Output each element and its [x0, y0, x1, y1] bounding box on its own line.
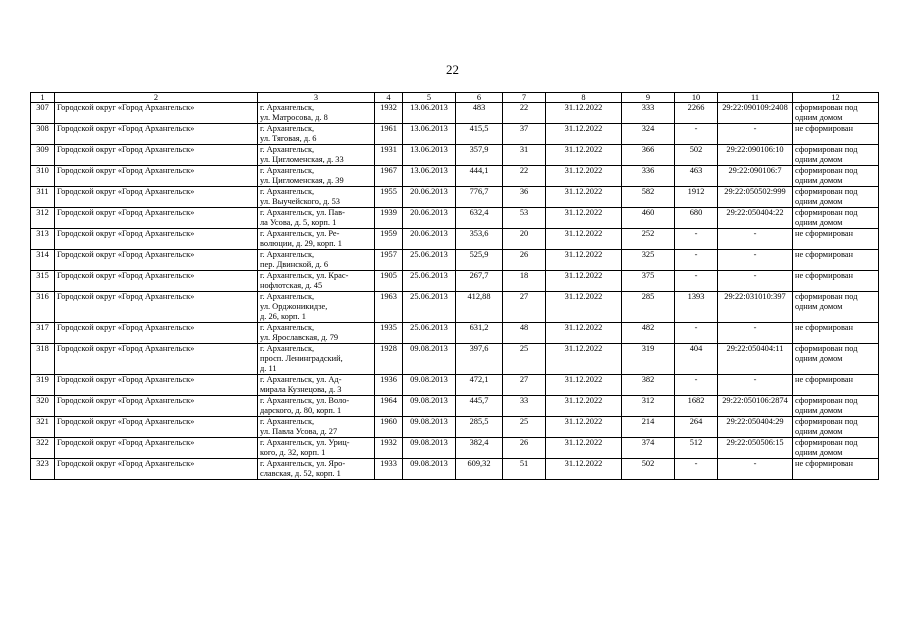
address-cell: г. Архангельск, ул. Матросова, д. 8	[258, 103, 375, 124]
row-number-cell: 312	[31, 208, 55, 229]
column-number: 9	[622, 93, 675, 103]
residents-cell: 27	[503, 292, 546, 323]
table-row	[31, 103, 879, 124]
year-built-cell: 1928	[375, 344, 403, 375]
year-built-cell: 1959	[375, 229, 403, 250]
recognition-date-cell: 25.06.2013	[403, 250, 456, 271]
value-cell: 336	[622, 166, 675, 187]
row-number-cell: 316	[31, 292, 55, 323]
column-number: 1	[31, 93, 55, 103]
address-cell: г. Архангельск, просп. Ленинградский, д. 11	[258, 344, 375, 375]
residents-cell: 53	[503, 208, 546, 229]
table-row	[31, 250, 879, 271]
land-status-cell: не сформирован	[793, 124, 879, 145]
area-cell: 632,4	[456, 208, 503, 229]
address-cell: г. Архангельск, ул. Ре- волюции, д. 29, корп. 1	[258, 229, 375, 250]
land-status-cell: сформирован под одним домом	[793, 417, 879, 438]
land-area-cell: -	[675, 250, 718, 271]
row-number-cell: 308	[31, 124, 55, 145]
value-cell: 312	[622, 396, 675, 417]
column-number: 5	[403, 93, 456, 103]
row-number-cell: 318	[31, 344, 55, 375]
recognition-date-cell: 25.06.2013	[403, 271, 456, 292]
area-cell: 357,9	[456, 145, 503, 166]
cadastral-number-cell: 29:22:031010:397	[718, 292, 793, 323]
column-number: 12	[793, 93, 879, 103]
table-row	[31, 323, 879, 344]
value-cell: 375	[622, 271, 675, 292]
area-cell: 609,32	[456, 459, 503, 480]
row-number-cell: 320	[31, 396, 55, 417]
land-status-cell: сформирован под одним домом	[793, 166, 879, 187]
cadastral-number-cell: 29:22:050506:15	[718, 438, 793, 459]
cadastral-number-cell: 29:22:090109:2408	[718, 103, 793, 124]
resettlement-deadline-cell: 31.12.2022	[546, 396, 622, 417]
municipality-cell: Городской округ «Город Архангельск»	[55, 187, 258, 208]
resettlement-deadline-cell: 31.12.2022	[546, 103, 622, 124]
cadastral-number-cell: 29:22:090106:7	[718, 166, 793, 187]
resettlement-deadline-cell: 31.12.2022	[546, 459, 622, 480]
municipality-cell: Городской округ «Город Архангельск»	[55, 323, 258, 344]
land-area-cell: -	[675, 323, 718, 344]
residents-cell: 20	[503, 229, 546, 250]
municipality-cell: Городской округ «Город Архангельск»	[55, 271, 258, 292]
area-cell: 285,5	[456, 417, 503, 438]
land-area-cell: 680	[675, 208, 718, 229]
value-cell: 366	[622, 145, 675, 166]
municipality-cell: Городской округ «Город Архангельск»	[55, 375, 258, 396]
land-area-cell: 404	[675, 344, 718, 375]
land-area-cell: -	[675, 459, 718, 480]
cadastral-number-cell: -	[718, 375, 793, 396]
address-cell: г. Архангельск, ул. Яро- славская, д. 52, корп. 1	[258, 459, 375, 480]
land-area-cell: 502	[675, 145, 718, 166]
land-status-cell: не сформирован	[793, 459, 879, 480]
area-cell: 631,2	[456, 323, 503, 344]
area-cell: 397,6	[456, 344, 503, 375]
residents-cell: 51	[503, 459, 546, 480]
residents-cell: 22	[503, 166, 546, 187]
value-cell: 252	[622, 229, 675, 250]
land-area-cell: 1912	[675, 187, 718, 208]
table-row	[31, 438, 879, 459]
land-status-cell: сформирован под одним домом	[793, 208, 879, 229]
cadastral-number-cell: -	[718, 459, 793, 480]
land-status-cell: сформирован под одним домом	[793, 396, 879, 417]
row-number-cell: 319	[31, 375, 55, 396]
table-row	[31, 396, 879, 417]
recognition-date-cell: 13.06.2013	[403, 103, 456, 124]
year-built-cell: 1932	[375, 438, 403, 459]
value-cell: 214	[622, 417, 675, 438]
year-built-cell: 1935	[375, 323, 403, 344]
value-cell: 285	[622, 292, 675, 323]
year-built-cell: 1964	[375, 396, 403, 417]
year-built-cell: 1967	[375, 166, 403, 187]
residents-cell: 27	[503, 375, 546, 396]
recognition-date-cell: 20.06.2013	[403, 229, 456, 250]
area-cell: 353,6	[456, 229, 503, 250]
land-status-cell: сформирован под одним домом	[793, 292, 879, 323]
address-cell: г. Архангельск, ул. Цигломенская, д. 33	[258, 145, 375, 166]
municipality-cell: Городской округ «Город Архангельск»	[55, 166, 258, 187]
land-status-cell: сформирован под одним домом	[793, 438, 879, 459]
address-cell: г. Архангельск, ул. Павла Усова, д. 27	[258, 417, 375, 438]
area-cell: 472,1	[456, 375, 503, 396]
resettlement-deadline-cell: 31.12.2022	[546, 323, 622, 344]
residents-cell: 36	[503, 187, 546, 208]
residents-cell: 33	[503, 396, 546, 417]
table-row	[31, 166, 879, 187]
row-number-cell: 321	[31, 417, 55, 438]
resettlement-deadline-cell: 31.12.2022	[546, 208, 622, 229]
land-status-cell: не сформирован	[793, 271, 879, 292]
recognition-date-cell: 25.06.2013	[403, 292, 456, 323]
recognition-date-cell: 13.06.2013	[403, 145, 456, 166]
year-built-cell: 1932	[375, 103, 403, 124]
cadastral-number-cell: 29:22:050404:22	[718, 208, 793, 229]
year-built-cell: 1963	[375, 292, 403, 323]
land-status-cell: не сформирован	[793, 250, 879, 271]
resettlement-deadline-cell: 31.12.2022	[546, 292, 622, 323]
address-cell: г. Архангельск, ул. Орджоникидзе, д. 26, корп. 1	[258, 292, 375, 323]
cadastral-number-cell: 29:22:050404:29	[718, 417, 793, 438]
land-status-cell: сформирован под одним домом	[793, 103, 879, 124]
column-number: 10	[675, 93, 718, 103]
resettlement-deadline-cell: 31.12.2022	[546, 166, 622, 187]
row-number-cell: 314	[31, 250, 55, 271]
row-number-cell: 309	[31, 145, 55, 166]
column-number: 2	[55, 93, 258, 103]
recognition-date-cell: 09.08.2013	[403, 459, 456, 480]
table-row	[31, 344, 879, 375]
cadastral-number-cell: -	[718, 271, 793, 292]
cadastral-number-cell: 29:22:050106:2874	[718, 396, 793, 417]
recognition-date-cell: 09.08.2013	[403, 344, 456, 375]
recognition-date-cell: 13.06.2013	[403, 124, 456, 145]
resettlement-deadline-cell: 31.12.2022	[546, 417, 622, 438]
area-cell: 483	[456, 103, 503, 124]
land-status-cell: не сформирован	[793, 323, 879, 344]
recognition-date-cell: 20.06.2013	[403, 208, 456, 229]
municipality-cell: Городской округ «Город Архангельск»	[55, 459, 258, 480]
municipality-cell: Городской округ «Город Архангельск»	[55, 396, 258, 417]
year-built-cell: 1933	[375, 459, 403, 480]
cadastral-number-cell: -	[718, 229, 793, 250]
land-status-cell: сформирован под одним домом	[793, 187, 879, 208]
resettlement-deadline-cell: 31.12.2022	[546, 344, 622, 375]
resettlement-deadline-cell: 31.12.2022	[546, 187, 622, 208]
cadastral-number-cell: -	[718, 323, 793, 344]
area-cell: 382,4	[456, 438, 503, 459]
table-row	[31, 124, 879, 145]
address-cell: г. Архангельск, ул. Выучейского, д. 53	[258, 187, 375, 208]
year-built-cell: 1905	[375, 271, 403, 292]
column-number: 11	[718, 93, 793, 103]
municipality-cell: Городской округ «Город Архангельск»	[55, 208, 258, 229]
recognition-date-cell: 25.06.2013	[403, 323, 456, 344]
address-cell: г. Архангельск, ул. Уриц- кого, д. 32, корп. 1	[258, 438, 375, 459]
land-status-cell: не сформирован	[793, 229, 879, 250]
address-cell: г. Архангельск, ул. Ад- мирала Кузнецова, д. 3	[258, 375, 375, 396]
residents-cell: 22	[503, 103, 546, 124]
year-built-cell: 1939	[375, 208, 403, 229]
table-row	[31, 187, 879, 208]
land-status-cell: не сформирован	[793, 375, 879, 396]
cadastral-number-cell: -	[718, 250, 793, 271]
land-area-cell: 463	[675, 166, 718, 187]
table-row	[31, 229, 879, 250]
resettlement-deadline-cell: 31.12.2022	[546, 375, 622, 396]
resettlement-deadline-cell: 31.12.2022	[546, 250, 622, 271]
municipality-cell: Городской округ «Город Архангельск»	[55, 229, 258, 250]
area-cell: 412,88	[456, 292, 503, 323]
value-cell: 374	[622, 438, 675, 459]
municipality-cell: Городской округ «Город Архангельск»	[55, 438, 258, 459]
land-area-cell: -	[675, 229, 718, 250]
address-cell: г. Архангельск, ул. Воло- дарского, д. 80, корп. 1	[258, 396, 375, 417]
row-number-cell: 311	[31, 187, 55, 208]
land-area-cell: -	[675, 124, 718, 145]
land-area-cell: -	[675, 375, 718, 396]
value-cell: 482	[622, 323, 675, 344]
row-number-cell: 322	[31, 438, 55, 459]
resettlement-deadline-cell: 31.12.2022	[546, 124, 622, 145]
year-built-cell: 1961	[375, 124, 403, 145]
year-built-cell: 1955	[375, 187, 403, 208]
value-cell: 324	[622, 124, 675, 145]
value-cell: 319	[622, 344, 675, 375]
residents-cell: 26	[503, 250, 546, 271]
land-status-cell: сформирован под одним домом	[793, 344, 879, 375]
residents-cell: 25	[503, 417, 546, 438]
column-number: 4	[375, 93, 403, 103]
area-cell: 525,9	[456, 250, 503, 271]
cadastral-number-cell: 29:22:090106:10	[718, 145, 793, 166]
residents-cell: 48	[503, 323, 546, 344]
recognition-date-cell: 09.08.2013	[403, 396, 456, 417]
table-row	[31, 292, 879, 323]
cadastral-number-cell: 29:22:050404:11	[718, 344, 793, 375]
recognition-date-cell: 09.08.2013	[403, 375, 456, 396]
residents-cell: 18	[503, 271, 546, 292]
cadastral-number-cell: -	[718, 124, 793, 145]
year-built-cell: 1936	[375, 375, 403, 396]
address-cell: г. Архангельск, ул. Тяговая, д. 6	[258, 124, 375, 145]
table-row	[31, 271, 879, 292]
column-number: 8	[546, 93, 622, 103]
land-area-cell: 1682	[675, 396, 718, 417]
municipality-cell: Городской округ «Город Архангельск»	[55, 292, 258, 323]
housing-registry-table	[30, 92, 879, 480]
residents-cell: 37	[503, 124, 546, 145]
land-area-cell: 1393	[675, 292, 718, 323]
recognition-date-cell: 13.06.2013	[403, 166, 456, 187]
cadastral-number-cell: 29:22:050502:999	[718, 187, 793, 208]
page-number: 22	[446, 62, 459, 77]
table-row	[31, 459, 879, 480]
value-cell: 582	[622, 187, 675, 208]
year-built-cell: 1957	[375, 250, 403, 271]
value-cell: 460	[622, 208, 675, 229]
value-cell: 382	[622, 375, 675, 396]
area-cell: 445,7	[456, 396, 503, 417]
land-area-cell: -	[675, 271, 718, 292]
row-number-cell: 307	[31, 103, 55, 124]
resettlement-deadline-cell: 31.12.2022	[546, 145, 622, 166]
value-cell: 333	[622, 103, 675, 124]
address-cell: г. Архангельск, пер. Двинской, д. 6	[258, 250, 375, 271]
year-built-cell: 1931	[375, 145, 403, 166]
area-cell: 444,1	[456, 166, 503, 187]
municipality-cell: Городской округ «Город Архангельск»	[55, 344, 258, 375]
address-cell: г. Архангельск, ул. Цигломенская, д. 39	[258, 166, 375, 187]
residents-cell: 31	[503, 145, 546, 166]
municipality-cell: Городской округ «Город Архангельск»	[55, 103, 258, 124]
row-number-cell: 323	[31, 459, 55, 480]
land-area-cell: 512	[675, 438, 718, 459]
column-number: 7	[503, 93, 546, 103]
table-row	[31, 375, 879, 396]
area-cell: 267,7	[456, 271, 503, 292]
row-number-cell: 313	[31, 229, 55, 250]
resettlement-deadline-cell: 31.12.2022	[546, 438, 622, 459]
address-cell: г. Архангельск, ул. Крас- нофлотская, д. 45	[258, 271, 375, 292]
value-cell: 325	[622, 250, 675, 271]
table-row	[31, 145, 879, 166]
year-built-cell: 1960	[375, 417, 403, 438]
municipality-cell: Городской округ «Город Архангельск»	[55, 250, 258, 271]
resettlement-deadline-cell: 31.12.2022	[546, 229, 622, 250]
municipality-cell: Городской округ «Город Архангельск»	[55, 124, 258, 145]
residents-cell: 26	[503, 438, 546, 459]
address-cell: г. Архангельск, ул. Пав- ла Усова, д. 5, корп. 1	[258, 208, 375, 229]
municipality-cell: Городской округ «Город Архангельск»	[55, 417, 258, 438]
recognition-date-cell: 09.08.2013	[403, 438, 456, 459]
row-number-cell: 310	[31, 166, 55, 187]
land-status-cell: сформирован под одним домом	[793, 145, 879, 166]
row-number-cell: 317	[31, 323, 55, 344]
area-cell: 415,5	[456, 124, 503, 145]
value-cell: 502	[622, 459, 675, 480]
column-number: 6	[456, 93, 503, 103]
row-number-cell: 315	[31, 271, 55, 292]
recognition-date-cell: 09.08.2013	[403, 417, 456, 438]
resettlement-deadline-cell: 31.12.2022	[546, 271, 622, 292]
table-row	[31, 208, 879, 229]
area-cell: 776,7	[456, 187, 503, 208]
residents-cell: 25	[503, 344, 546, 375]
column-number: 3	[258, 93, 375, 103]
address-cell: г. Архангельск, ул. Ярославская, д. 79	[258, 323, 375, 344]
recognition-date-cell: 20.06.2013	[403, 187, 456, 208]
table-row	[31, 417, 879, 438]
municipality-cell: Городской округ «Город Архангельск»	[55, 145, 258, 166]
land-area-cell: 264	[675, 417, 718, 438]
land-area-cell: 2266	[675, 103, 718, 124]
column-number-row	[31, 93, 879, 103]
